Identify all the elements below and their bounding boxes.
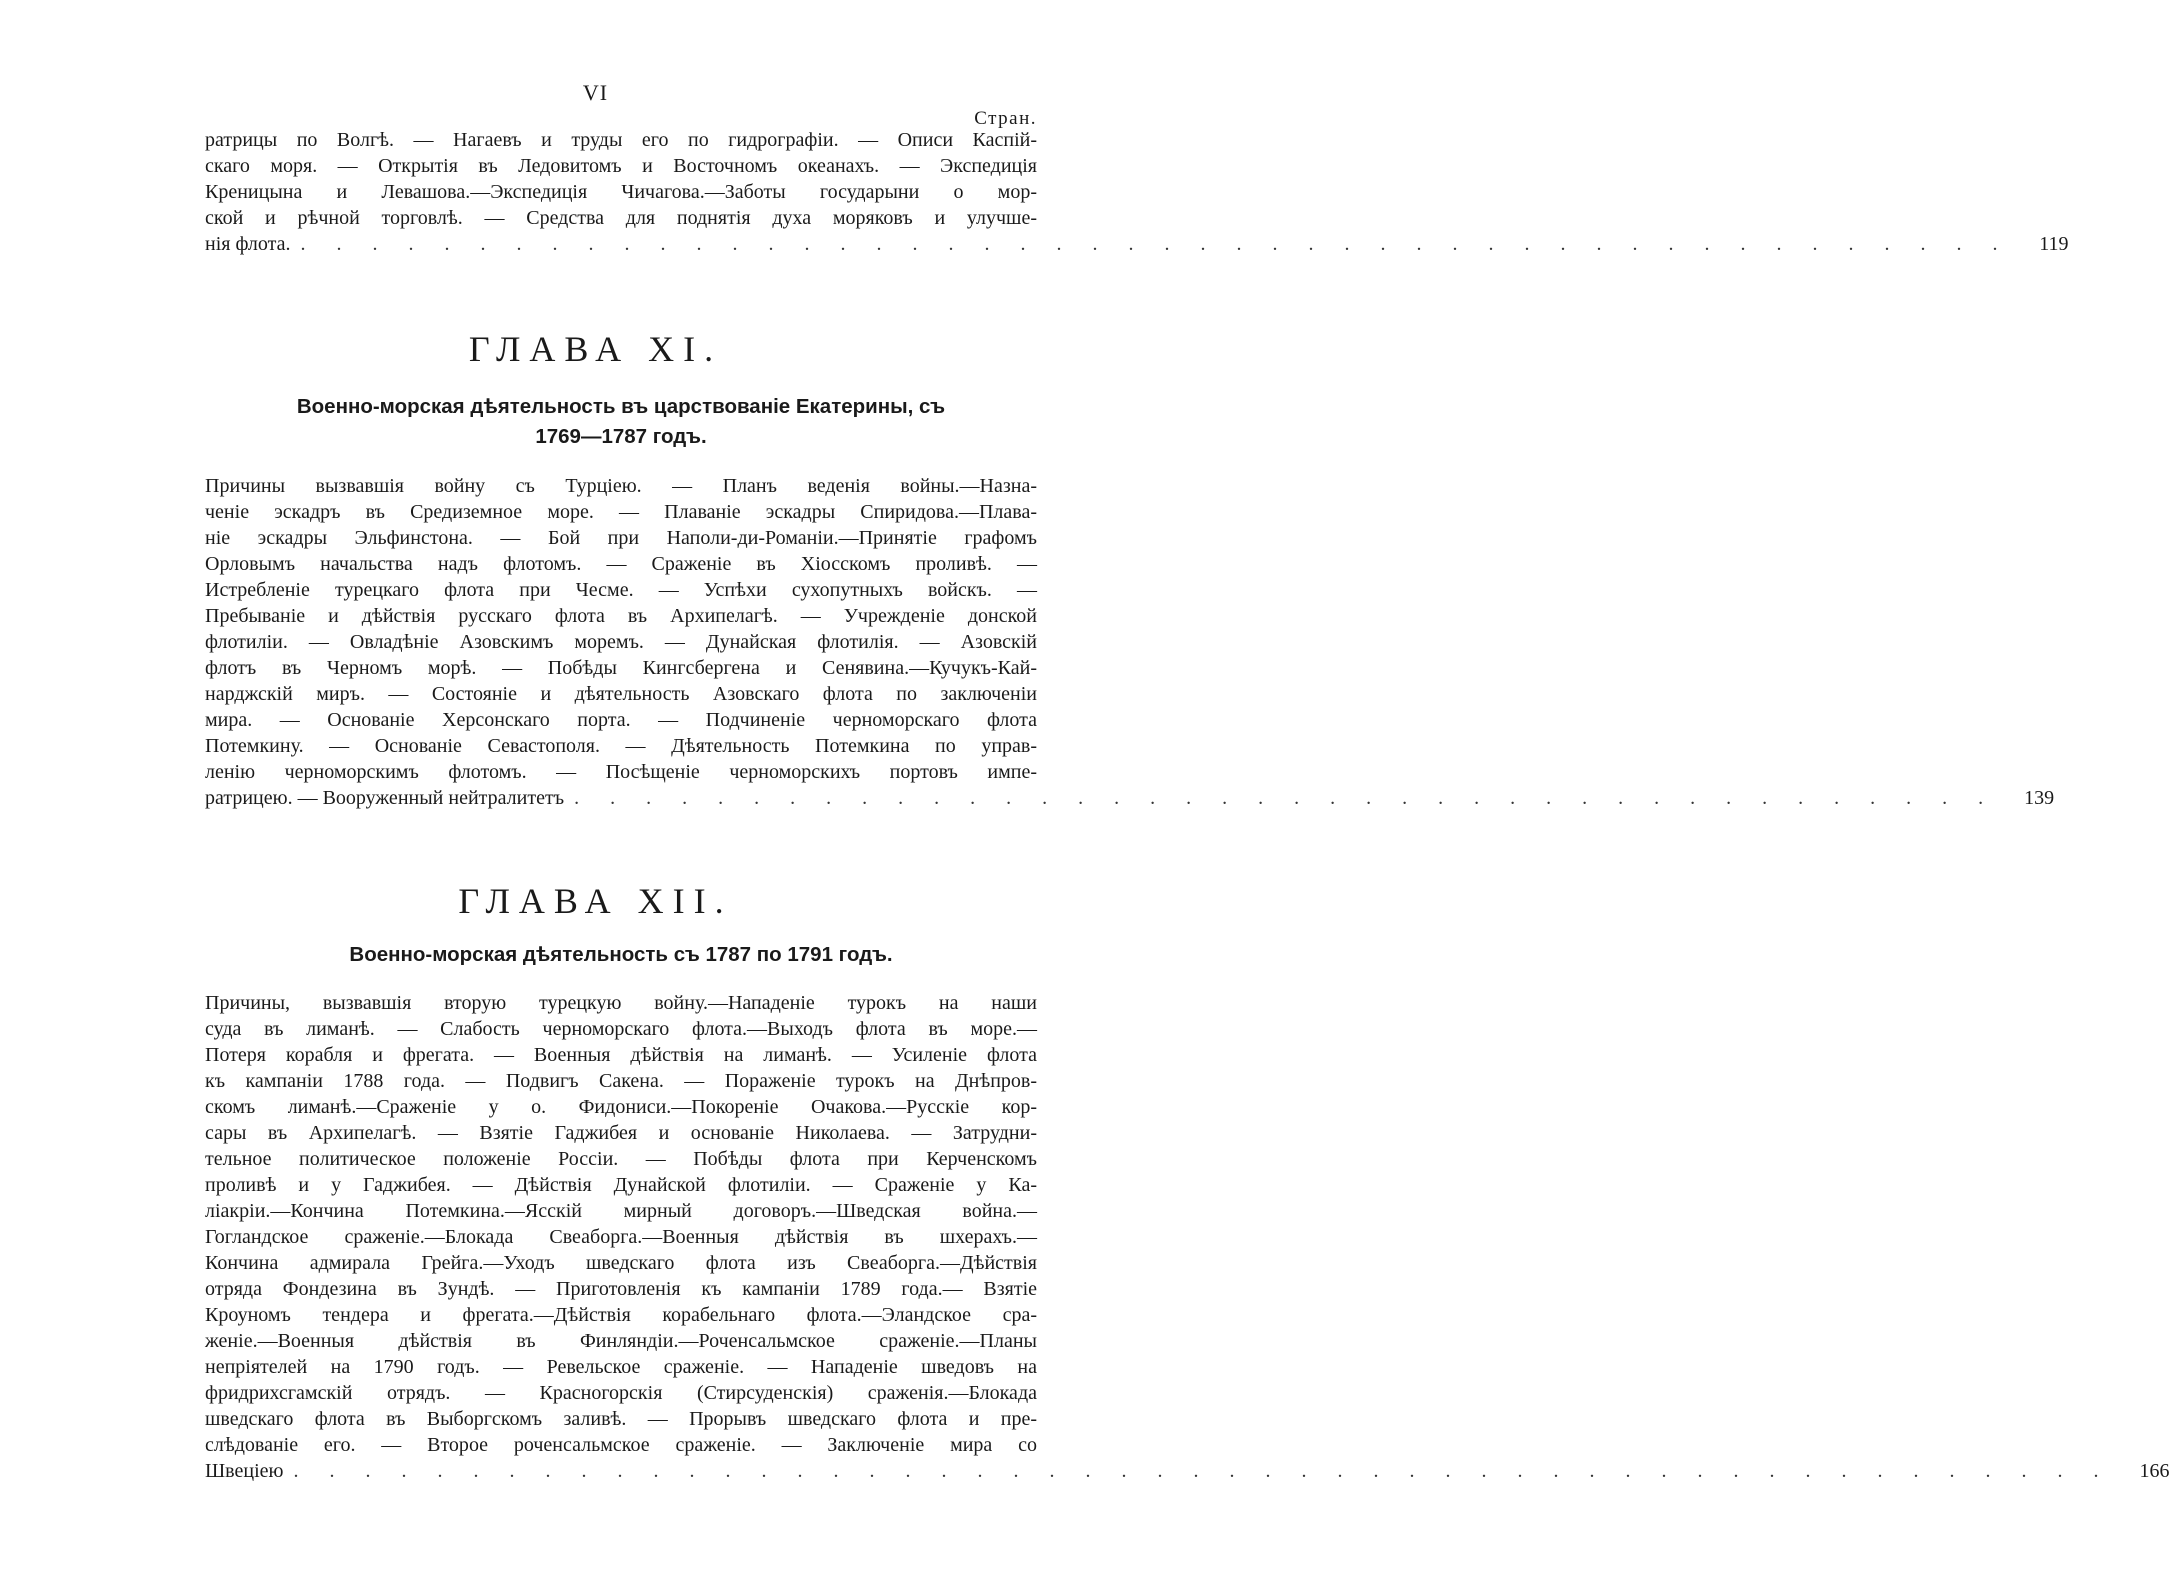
toc-line: проливѣ и у Гаджибея. — Дѣйствія Дунайской флотиліи. — Сраженіе у Ка- [205, 1174, 1037, 1196]
toc-line: Кроуномъ тендера и фрегата.—Дѣйствія корабельнаго флота.—Эландское сра- [205, 1304, 1037, 1326]
toc-page-number: 119 [2039, 233, 2069, 255]
toc-line: непріятелей на 1790 годъ. — Ревельское сраженіе. — Нападеніе шведовъ на [205, 1356, 1037, 1378]
toc-line-text: нія флота. [205, 233, 291, 255]
toc-line: мира. — Основаніе Херсонскаго порта. — Подчиненіе черноморскаго флота [205, 709, 1037, 731]
toc-entry-continuation [205, 127, 2069, 257]
toc-line: ченіе эскадръ въ Средиземное море. — Плаваніе эскадры Спиридова.—Плава- [205, 501, 1037, 523]
toc-line: ленію черноморскимъ флотомъ. — Посѣщеніе черноморскихъ портовъ импе- [205, 761, 1037, 783]
chapter-subtitle-line: Военно-морская дѣятельность въ царствованіе Екатерины, съ [296, 395, 946, 418]
toc-line: нарджскій миръ. — Состояніе и дѣятельность Азовскаго флота по заключеніи [205, 683, 1037, 705]
toc-line: ратрицы по Волгѣ. — Нагаевъ и труды его по гидрографіи. — Описи Каспій- [205, 129, 1037, 151]
toc-line: Истребленіе турецкаго флота при Чесме. — Успѣхи сухопутныхъ войскъ. — [205, 579, 1037, 601]
toc-line: суда въ лиманѣ. — Слабость черноморскаго флота.—Выходъ флота въ море.— [205, 1018, 1037, 1040]
toc-line: тельное политическое положеніе Россіи. — Побѣды флота при Керченскомъ [205, 1148, 1037, 1170]
toc-line: отряда Фондезина въ Зундѣ. — Приготовленія къ кампаніи 1789 года.— Взятіе [205, 1278, 1037, 1300]
toc-page-number: 139 [2024, 787, 2055, 809]
toc-line: ліакріи.—Кончина Потемкина.—Ясскій мирный договоръ.—Шведская война.— [205, 1200, 1037, 1222]
toc-line: скомъ лиманѣ.—Сраженіе у о. Фидониси.—Покореніе Очакова.—Русскіе кор- [205, 1096, 1037, 1118]
toc-line: Орловымъ начальства надъ флотомъ. — Сраженіе въ Хіосскомъ проливѣ. — [205, 553, 1037, 575]
chapter-heading: ГЛАВА XI. [468, 329, 723, 369]
toc-line: Причины, вызвавшія вторую турецкую войну.—Нападеніе турокъ на наши [205, 992, 1037, 1014]
toc-entry-chapter-12 [205, 990, 2169, 1484]
toc-last-line [205, 1458, 2169, 1484]
toc-line: Кончина адмирала Грейга.—Уходъ шведскаго флота изъ Свеаборга.—Дѣйствія [205, 1252, 1037, 1274]
toc-line: фридрихсгамскій отрядъ. — Красногорскія (Стирсуденскія) сраженія.—Блокада [205, 1382, 1037, 1404]
toc-line: Гогландское сраженіе.—Блокада Свеаборга.—Военныя дѣйствія въ шхерахъ.— [205, 1226, 1037, 1248]
toc-line-text: Швеціею [205, 1460, 284, 1482]
toc-line: къ кампаніи 1788 года. — Подвигъ Сакена. — Пораженіе турокъ на Днѣпров- [205, 1070, 1037, 1092]
toc-last-line [205, 785, 2055, 811]
toc-line: флотиліи. — Овладѣніе Азовскимъ моремъ. — Дунайская флотилія. — Азовскій [205, 631, 1037, 653]
leader-dots: . . . . . . . . . . . . . . . . . . . . . . . . . . . . . . . . . . . . . . . . . . . . . . . . [300, 233, 2011, 255]
page-column-label: Стран. [974, 108, 1037, 129]
chapter-subtitle [205, 940, 1037, 970]
chapter-subtitle-line: Военно-морская дѣятельность съ 1787 по 1791 годъ. [349, 943, 893, 966]
toc-line: скаго моря. — Открытія въ Ледовитомъ и Восточномъ океанахъ. — Экспедиція [205, 155, 1037, 177]
toc-line: Креницына и Левашова.—Экспедиція Чичагова.—Заботы государыни о мор- [205, 181, 1037, 203]
toc-line: Потемкину. — Основаніе Севастополя. — Дѣятельность Потемкина по управ- [205, 735, 1037, 757]
leader-dots: . . . . . . . . . . . . . . . . . . . . . . . . . . . . . . . . . . . . . . . . [574, 787, 1997, 809]
leader-dots: . . . . . . . . . . . . . . . . . . . . . . . . . . . . . . . . . . . . . . . . . . . . . . . . . . . [293, 1460, 2112, 1482]
toc-line: шведскаго флота въ Выборгскомъ заливѣ. — Прорывъ шведскаго флота и пре- [205, 1408, 1037, 1430]
toc-last-line [205, 231, 2069, 257]
toc-line: женіе.—Военныя дѣйствія въ Финляндіи.—Роченсальмское сраженіе.—Планы [205, 1330, 1037, 1352]
toc-line: Пребываніе и дѣйствія русскаго флота въ Архипелагѣ. — Учрежденіе донской [205, 605, 1037, 627]
toc-line: слѣдованіе его. — Второе роченсальмское сраженіе. — Заключеніе мира со [205, 1434, 1037, 1456]
toc-line: Причины вызвавшія войну съ Турціею. — Планъ веденія войны.—Назна- [205, 475, 1037, 497]
page-number: VI [582, 80, 609, 105]
chapter-heading: ГЛАВА XII. [458, 881, 733, 921]
toc-line: сары въ Архипелагѣ. — Взятіе Гаджибея и основаніе Николаева. — Затрудни- [205, 1122, 1037, 1144]
chapter-subtitle [205, 392, 1037, 452]
toc-entry-chapter-11 [205, 473, 2055, 811]
toc-page-number: 166 [2139, 1460, 2169, 1482]
toc-line: ніе эскадры Эльфинстона. — Бой при Наполи-ди-Романіи.—Принятіе графомъ [205, 527, 1037, 549]
toc-line: флотъ въ Черномъ морѣ. — Побѣды Кингсбергена и Сенявина.—Кучукъ-Кай- [205, 657, 1037, 679]
chapter-subtitle-line: 1769—1787 годъ. [535, 425, 707, 448]
toc-line-text: ратрицею. — Вооруженный нейтралитетъ [205, 787, 565, 809]
toc-line: ской и рѣчной торговлѣ. — Средства для поднятія духа моряковъ и улучше- [205, 207, 1037, 229]
toc-line: Потеря корабля и фрегата. — Военныя дѣйствія на лиманѣ. — Усиленіе флота [205, 1044, 1037, 1066]
